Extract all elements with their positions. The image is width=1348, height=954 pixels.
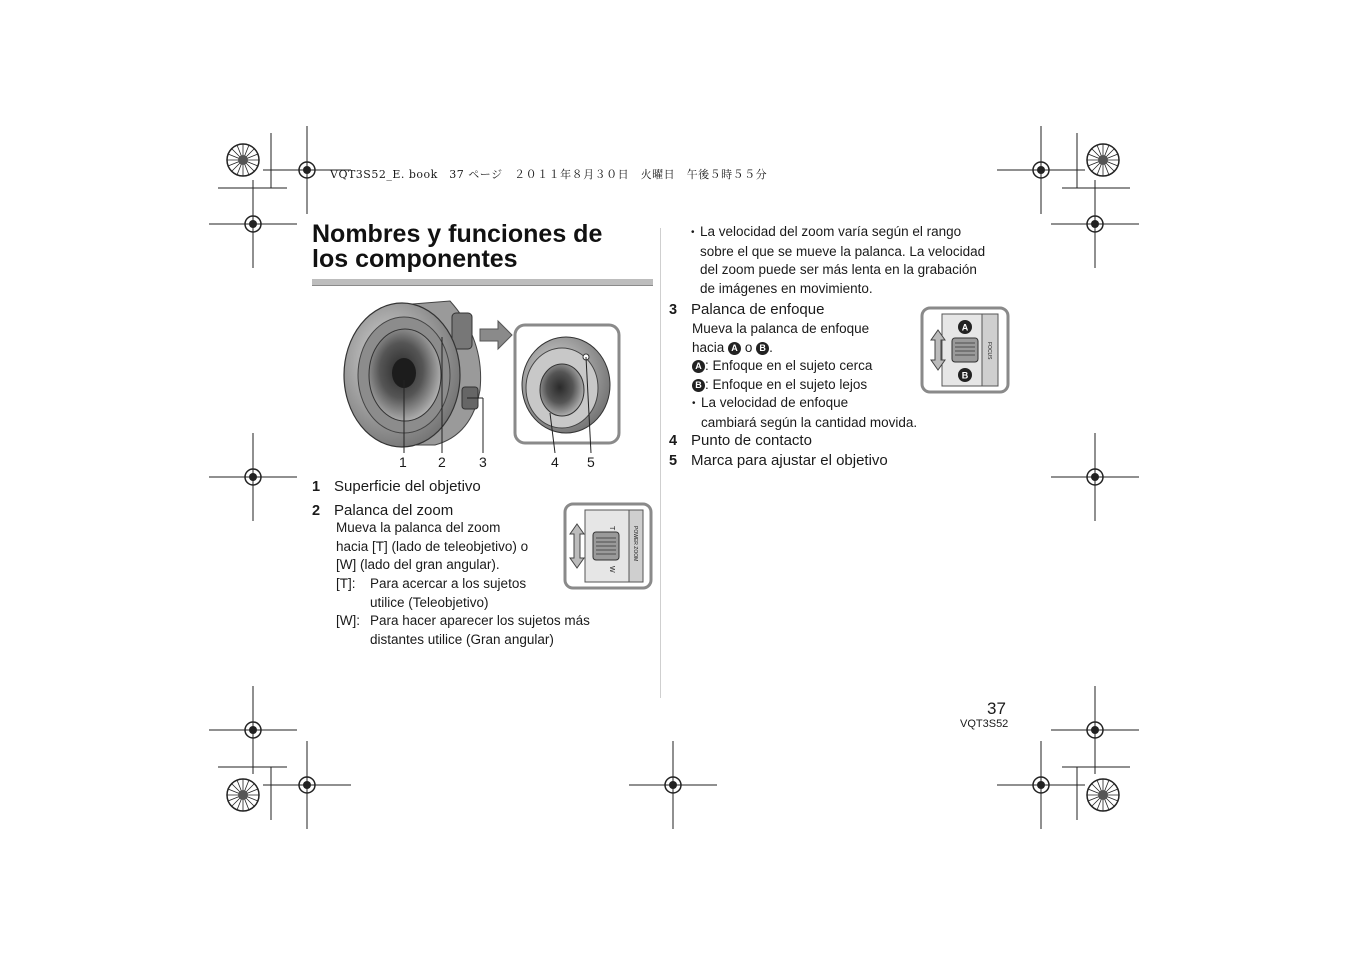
focus-b-line (692, 376, 917, 395)
power-zoom-label: POWER ZOOM (632, 526, 638, 562)
item-1-heading: Superficie del objetivo (334, 478, 481, 495)
zoom-note-line: sobre el que se mueve la palanca. La velocidad (700, 243, 986, 259)
zoom-speed-note (691, 223, 985, 298)
item-3-body (692, 320, 917, 432)
item-3-heading: Palanca de enfoque (691, 301, 825, 318)
mark-a-icon: A (728, 342, 741, 355)
model-code: VQT3S52 (960, 718, 1009, 730)
zoom-lever-illustration (563, 502, 653, 590)
body-text: . (769, 339, 773, 355)
title-line-1: Nombres y funciones de (312, 220, 603, 248)
zoom-t-desc (370, 575, 526, 612)
item-2-body (336, 519, 528, 575)
callout-5: 5 (587, 454, 595, 470)
item-4 (669, 432, 812, 451)
zoom-w-label: W (608, 566, 615, 573)
focus-a-desc: : Enfoque en el sujeto cerca (705, 358, 873, 373)
item-3-body-line (692, 339, 917, 358)
item-3-body-line: Mueva la palanca de enfoque (692, 321, 870, 336)
callout-3: 3 (479, 454, 487, 470)
zoom-t-desc-line: utilice (Teleobjetivo) (370, 594, 489, 610)
item-2 (312, 502, 453, 521)
focus-lever-illustration (920, 306, 1010, 394)
item-5-number: 5 (669, 453, 678, 469)
page-number: 37 (987, 699, 1006, 718)
page-title (312, 222, 642, 272)
mark-b-icon: B (692, 379, 705, 392)
body-text: hacia (692, 339, 725, 355)
item-1-number: 1 (312, 479, 321, 495)
zoom-note-line: de imágenes en movimiento. (700, 280, 873, 296)
item-2-body-line: Mueva la palanca del zoom (336, 520, 501, 535)
focus-note-line: cambiará según la cantidad movida. (701, 414, 918, 430)
column-divider (660, 228, 661, 698)
callout-2: 2 (438, 454, 446, 470)
item-5 (669, 452, 888, 471)
zoom-w-desc-line: distantes utilice (Gran angular) (370, 631, 554, 647)
lens-illustration (340, 295, 625, 455)
focus-note-text: La velocidad de enfoque (701, 395, 849, 410)
item-4-heading: Punto de contacto (691, 432, 812, 449)
item-2-heading: Palanca del zoom (334, 502, 454, 519)
zoom-w-desc (370, 612, 590, 649)
mark-a-icon: A (692, 360, 705, 373)
zoom-t-desc-line: Para acercar a los sujetos (370, 576, 527, 591)
focus-note-line (692, 394, 917, 414)
bullet: • (691, 227, 695, 238)
zoom-t-label: T (608, 526, 615, 531)
focus-label: FOCUS (986, 342, 992, 360)
zoom-t-key: [T]: (336, 576, 356, 591)
item-3 (669, 301, 824, 320)
focus-b-desc: : Enfoque en el sujeto lejos (705, 376, 868, 392)
zoom-note-line: del zoom puede ser más lenta en la grabación (700, 262, 977, 277)
callout-4: 4 (551, 454, 559, 470)
zoom-note-line (691, 223, 985, 243)
zoom-w-key: [W]: (336, 613, 360, 628)
item-4-number: 4 (669, 433, 678, 449)
item-5-heading: Marca para ajustar el objetivo (691, 452, 888, 469)
title-line-2: los componentes (312, 245, 518, 273)
item-3-number: 3 (669, 302, 678, 318)
item-2-number: 2 (312, 503, 321, 519)
item-1 (312, 478, 481, 497)
zoom-note-text: La velocidad del zoom varía según el rango (700, 224, 962, 239)
focus-a-line (692, 357, 917, 376)
callout-1: 1 (399, 454, 407, 470)
bullet: • (692, 398, 696, 409)
body-text: o (744, 339, 753, 355)
zoom-w-desc-line: Para hacer aparecer los sujetos más (370, 613, 590, 628)
item-2-body-line: [W] (lado del gran angular). (336, 557, 500, 572)
mark-b-icon: B (756, 342, 769, 355)
focus-a-icon-label: A (961, 322, 969, 333)
print-header: VQT3S52_E. book 37 ページ ２０１１年８月３０日 火曜日 午後５時５５分 (330, 168, 768, 181)
item-2-body-line: hacia [T] (lado de teleobjetivo) o (336, 538, 529, 554)
focus-b-icon-label: B (961, 370, 969, 381)
title-underline (312, 279, 653, 286)
